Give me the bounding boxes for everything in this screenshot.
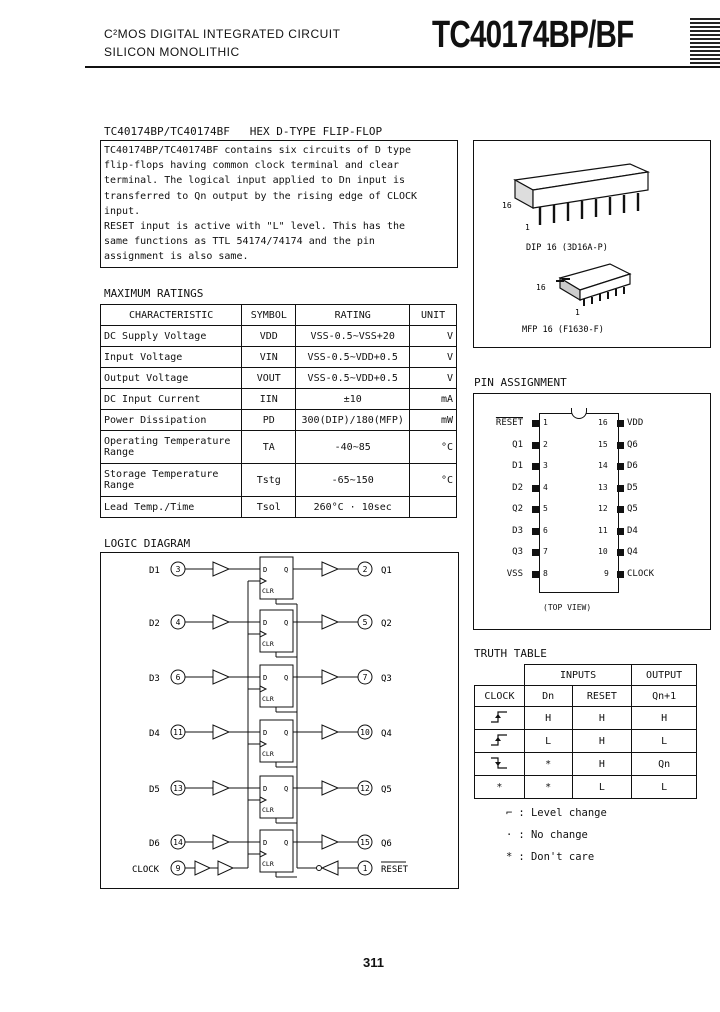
- truth-cell: H: [572, 753, 632, 776]
- intro-line: terminal. The logical input applied to Dn input is: [104, 175, 406, 187]
- ratings-cell: VSS-0.5~VDD+0.5: [296, 368, 410, 389]
- dip-pin16-label: 16: [502, 201, 512, 210]
- pin-right-number: 16: [598, 418, 608, 427]
- legend-text: : No change: [518, 829, 588, 841]
- pin-left-name: Q3: [512, 547, 523, 557]
- pin-left-name: Q2: [512, 504, 523, 514]
- pin-left-number: 8: [543, 568, 548, 578]
- logic-q-pin: 7: [362, 673, 368, 682]
- ratings-title: MAXIMUM RATINGS: [104, 287, 204, 300]
- pin-left-number: 2: [543, 439, 548, 449]
- output-buffer-icon: [322, 615, 338, 629]
- reset-pin-number: 1: [362, 864, 368, 873]
- intro-line: input.: [104, 205, 141, 217]
- truth-header-cell: Qn+1: [632, 686, 697, 707]
- ratings-cell: V: [410, 368, 457, 389]
- logic-q-label: Q6: [381, 839, 392, 849]
- ratings-cell: Tstg: [242, 464, 296, 497]
- ratings-cell: VSS-0.5~VDD+0.5: [296, 347, 410, 368]
- truth-row: [475, 730, 697, 753]
- intro-heading-desc: HEX D-TYPE FLIP-FLOP: [249, 125, 383, 138]
- logic-q-pin: 15: [360, 838, 370, 847]
- truth-row: [475, 753, 697, 776]
- logic-d-pin: 13: [173, 784, 183, 793]
- ratings-cell: DC Supply Voltage: [101, 326, 242, 347]
- logic-d-label: D2: [149, 619, 160, 629]
- ff-q-label: Q: [284, 566, 289, 574]
- pin-right-number: 9: [604, 568, 609, 578]
- ratings-cell: Input Voltage: [101, 347, 242, 368]
- pin-right-marker: [617, 528, 624, 535]
- ff-q-label: Q: [284, 839, 289, 847]
- reset-buffer-icon: [322, 861, 338, 875]
- pin-right-marker: [617, 485, 624, 492]
- truth-output-header: OUTPUT: [632, 665, 697, 686]
- pin-right-marker: [617, 549, 624, 556]
- ratings-table: [100, 304, 457, 518]
- pin-right-number: 11: [598, 525, 608, 535]
- truth-table-title: TRUTH TABLE: [474, 647, 547, 660]
- pin-right-marker: [617, 463, 624, 470]
- pin-right-number: 14: [598, 461, 608, 470]
- ratings-cell: Power Dissipation: [101, 410, 242, 431]
- logic-d-label: D1: [149, 566, 160, 576]
- truth-corner: [475, 665, 525, 686]
- input-buffer-icon: [213, 615, 229, 629]
- pin-left-number: 4: [543, 482, 548, 492]
- ratings-header-row: [101, 305, 457, 326]
- pin-right-number: 15: [598, 439, 608, 449]
- logic-d-pin: 4: [175, 618, 181, 627]
- pin-right-number: 10: [598, 547, 608, 556]
- dip-package-label: DIP 16 (3D16A-P): [526, 243, 608, 253]
- ratings-cell: mA: [410, 389, 457, 410]
- truth-header-row: [475, 686, 697, 707]
- ratings-header-cell: SYMBOL: [242, 305, 296, 326]
- input-buffer-icon: [213, 781, 229, 795]
- logic-q-pin: 12: [360, 784, 370, 793]
- ff-d-label: D: [263, 566, 268, 574]
- logic-d-label: D6: [149, 839, 160, 849]
- pin-left-name: RESET: [495, 418, 523, 428]
- pin-left-marker: [532, 485, 539, 492]
- ratings-row: [101, 410, 457, 431]
- rising-edge-icon: [475, 707, 525, 730]
- logic-q-pin: 2: [362, 565, 368, 574]
- pin-right-name: D4: [627, 525, 638, 536]
- truth-cell: L: [632, 730, 697, 753]
- ratings-cell: °C: [410, 464, 457, 497]
- truth-table: [474, 664, 697, 799]
- pin-right-marker: [617, 506, 624, 513]
- truth-cell: L: [524, 730, 572, 753]
- logic-q-pin: 5: [362, 618, 368, 627]
- flipflop-stage: [149, 610, 392, 657]
- ratings-header-cell: CHARACTERISTIC: [101, 305, 242, 326]
- falling-edge-icon: [475, 753, 525, 776]
- logic-d-label: D5: [149, 785, 160, 795]
- pin-left-name: Q1: [512, 439, 523, 450]
- flipflop-stage: [149, 776, 392, 823]
- ratings-cell: 300(DIP)/180(MFP): [296, 410, 410, 431]
- pin-right-number: 12: [598, 504, 608, 513]
- pin-left-name: D1: [512, 461, 523, 471]
- intro-heading: [104, 125, 382, 138]
- mfp-pin16-label: 16: [536, 283, 546, 292]
- ratings-cell: Lead Temp./Time: [101, 497, 242, 518]
- ratings-cell: Tsol: [242, 497, 296, 518]
- ratings-cell: VSS-0.5~VSS+20: [296, 326, 410, 347]
- pin-left-marker: [532, 528, 539, 535]
- ff-clr-label: CLR: [262, 860, 274, 868]
- output-buffer-icon: [322, 562, 338, 576]
- ratings-header-cell: RATING: [296, 305, 410, 326]
- ratings-cell: mW: [410, 410, 457, 431]
- pin-left-number: 1: [543, 418, 548, 427]
- clock-pin-number: 9: [175, 864, 181, 873]
- flipflop-stage: [149, 557, 392, 604]
- truth-row: [475, 707, 697, 730]
- intro-line: same functions as TTL 54174/74174 and the pin: [104, 236, 375, 248]
- logic-q-pin: 10: [360, 728, 370, 737]
- reset-input-label: RESET: [381, 865, 409, 875]
- pin-left-name: VSS: [506, 568, 523, 579]
- pin-left-marker: [532, 506, 539, 513]
- ratings-cell: -65~150: [296, 464, 410, 497]
- intro-line: RESET input is active with "L" level. This has the: [104, 221, 406, 233]
- ratings-row: [101, 389, 457, 410]
- pin-right-name: Q4: [627, 547, 638, 557]
- ff-clr-label: CLR: [262, 806, 274, 814]
- output-buffer-icon: [322, 725, 338, 739]
- logic-d-pin: 14: [173, 838, 183, 847]
- truth-cell: L: [572, 776, 632, 799]
- header-rule: [85, 66, 720, 68]
- output-buffer-icon: [322, 835, 338, 849]
- logic-d-pin: 6: [175, 673, 181, 682]
- input-buffer-icon: [213, 725, 229, 739]
- ratings-row: [101, 464, 457, 497]
- ff-clr-label: CLR: [262, 640, 274, 648]
- truth-cell: L: [632, 776, 697, 799]
- ff-d-label: D: [263, 674, 268, 682]
- ratings-header-cell: UNIT: [410, 305, 457, 326]
- clock-input-label: CLOCK: [132, 865, 160, 875]
- legend-text: : Don't care: [518, 851, 595, 863]
- pin-left-marker: [532, 420, 539, 427]
- truth-header-cell: RESET: [572, 686, 632, 707]
- pin-right-name: Q6: [627, 439, 638, 450]
- ratings-cell: TA: [242, 431, 296, 464]
- ratings-cell: 260°C · 10sec: [296, 497, 410, 518]
- truth-cell: Qn: [632, 753, 697, 776]
- pin-right-name: VDD: [627, 418, 644, 428]
- page-number: 311: [363, 955, 384, 970]
- pin-right-name: CLOCK: [627, 568, 655, 579]
- ratings-cell: Operating Temperature Range: [101, 431, 242, 464]
- header-line-2: SILICON MONOLITHIC: [104, 45, 240, 59]
- pin-left-marker: [532, 571, 539, 578]
- ratings-row: [101, 497, 457, 518]
- dip-package-icon: [515, 164, 648, 225]
- truth-cell: *: [475, 776, 525, 799]
- ratings-cell: V: [410, 326, 457, 347]
- truth-header-cell: CLOCK: [475, 686, 525, 707]
- pin-right-marker: [617, 442, 624, 449]
- legend-item: [506, 824, 607, 846]
- ratings-cell: IIN: [242, 389, 296, 410]
- truth-cell: H: [572, 707, 632, 730]
- ratings-cell: VDD: [242, 326, 296, 347]
- pin-right-name: D5: [627, 482, 638, 493]
- ratings-cell: VIN: [242, 347, 296, 368]
- logic-d-pin: 3: [175, 565, 181, 574]
- logic-q-label: Q4: [381, 729, 392, 739]
- ff-clr-label: CLR: [262, 695, 274, 703]
- ff-d-label: D: [263, 619, 268, 627]
- header-tab-mark: [690, 18, 720, 66]
- mfp-package-label: MFP 16 (F1630-F): [522, 325, 604, 335]
- pin-left-name: D3: [512, 525, 523, 536]
- intro-line: flip-flops having common clock terminal and clear: [104, 160, 400, 172]
- ff-d-label: D: [263, 785, 268, 793]
- pin-left-marker: [532, 463, 539, 470]
- pin-left-marker: [532, 442, 539, 449]
- pin-right-number: 13: [598, 482, 608, 492]
- intro-line: transferred to Qn output by the rising edge of CLOCK: [104, 190, 418, 202]
- flipflop-stage: [149, 830, 392, 877]
- ratings-cell: °C: [410, 431, 457, 464]
- clock-buffer-icon: [218, 861, 233, 875]
- flipflop-stage: [149, 720, 392, 767]
- ratings-cell: ±10: [296, 389, 410, 410]
- ratings-row: [101, 326, 457, 347]
- logic-q-label: Q5: [381, 785, 392, 795]
- ratings-cell: DC Input Current: [101, 389, 242, 410]
- logic-q-label: Q3: [381, 674, 392, 684]
- inverter-bubble: [317, 866, 322, 871]
- intro-heading-part: TC40174BP/TC40174BF: [104, 125, 230, 138]
- ff-q-label: Q: [284, 785, 289, 793]
- intro-text: [104, 143, 456, 265]
- input-buffer-icon: [213, 835, 229, 849]
- pin-top-view-caption: (TOP VIEW): [543, 603, 592, 612]
- pin-diagram: [473, 393, 709, 628]
- pin-left-name: D2: [512, 482, 523, 493]
- pin-left-number: 7: [543, 547, 548, 556]
- ratings-row: [101, 368, 457, 389]
- intro-line: assignment is also same.: [104, 251, 249, 263]
- flipflop-stage: [149, 665, 392, 712]
- ff-q-label: Q: [284, 729, 289, 737]
- output-buffer-icon: [322, 670, 338, 684]
- ratings-cell: VOUT: [242, 368, 296, 389]
- package-drawings: [480, 150, 700, 340]
- pin-left-number: 3: [543, 461, 548, 470]
- ratings-cell: -40~85: [296, 431, 410, 464]
- truth-row: [475, 776, 697, 799]
- legend-symbol: ⌐: [506, 807, 513, 819]
- truth-cell: *: [524, 753, 572, 776]
- truth-legend: [506, 802, 607, 868]
- pin-right-marker: [617, 420, 624, 427]
- logic-d-label: D4: [149, 729, 160, 739]
- ff-q-label: Q: [284, 619, 289, 627]
- part-number-title: TC40174BP/BF: [432, 14, 634, 56]
- pin-left-marker: [532, 549, 539, 556]
- pin-right-marker: [617, 571, 624, 578]
- pin-assignment-title: PIN ASSIGNMENT: [474, 376, 567, 389]
- pin-right-name: Q5: [627, 504, 638, 514]
- ff-d-label: D: [263, 839, 268, 847]
- logic-diagram: [100, 552, 457, 887]
- legend-symbol: ·: [506, 829, 513, 841]
- mfp-package-icon: [556, 264, 630, 306]
- truth-group-row: [475, 665, 697, 686]
- pin-left-number: 5: [543, 504, 548, 513]
- output-buffer-icon: [322, 781, 338, 795]
- input-buffer-icon: [213, 670, 229, 684]
- ratings-row: [101, 431, 457, 464]
- input-buffer-icon: [213, 562, 229, 576]
- logic-q-label: Q1: [381, 566, 392, 576]
- header-line-1: C²MOS DIGITAL INTEGRATED CIRCUIT: [104, 27, 341, 41]
- ff-clr-label: CLR: [262, 587, 274, 595]
- logic-d-pin: 11: [173, 728, 183, 737]
- legend-symbol: *: [506, 851, 513, 863]
- ratings-cell: [410, 497, 457, 518]
- legend-text: : Level change: [518, 807, 607, 819]
- truth-inputs-header: INPUTS: [524, 665, 631, 686]
- ff-q-label: Q: [284, 674, 289, 682]
- truth-cell: H: [632, 707, 697, 730]
- ratings-cell: V: [410, 347, 457, 368]
- ratings-row: [101, 347, 457, 368]
- rising-edge-icon: [475, 730, 525, 753]
- clock-buffer-icon: [195, 861, 210, 875]
- logic-q-label: Q2: [381, 619, 392, 629]
- intro-line: TC40174BP/TC40174BF contains six circuits of D type: [104, 145, 412, 156]
- dip-pin1-label: 1: [525, 223, 530, 232]
- ff-clr-label: CLR: [262, 750, 274, 758]
- pin-right-name: D6: [627, 461, 638, 471]
- pin-left-number: 6: [543, 525, 548, 535]
- legend-item: [506, 802, 607, 824]
- ratings-cell: Storage Temperature Range: [101, 464, 242, 497]
- ff-d-label: D: [263, 729, 268, 737]
- ratings-cell: Output Voltage: [101, 368, 242, 389]
- legend-item: [506, 846, 607, 868]
- truth-cell: H: [572, 730, 632, 753]
- truth-header-cell: Dn: [524, 686, 572, 707]
- ratings-cell: PD: [242, 410, 296, 431]
- logic-d-label: D3: [149, 674, 160, 684]
- logic-title: LOGIC DIAGRAM: [104, 537, 191, 550]
- truth-cell: *: [524, 776, 572, 799]
- truth-cell: H: [524, 707, 572, 730]
- mfp-pin1-label: 1: [575, 308, 580, 317]
